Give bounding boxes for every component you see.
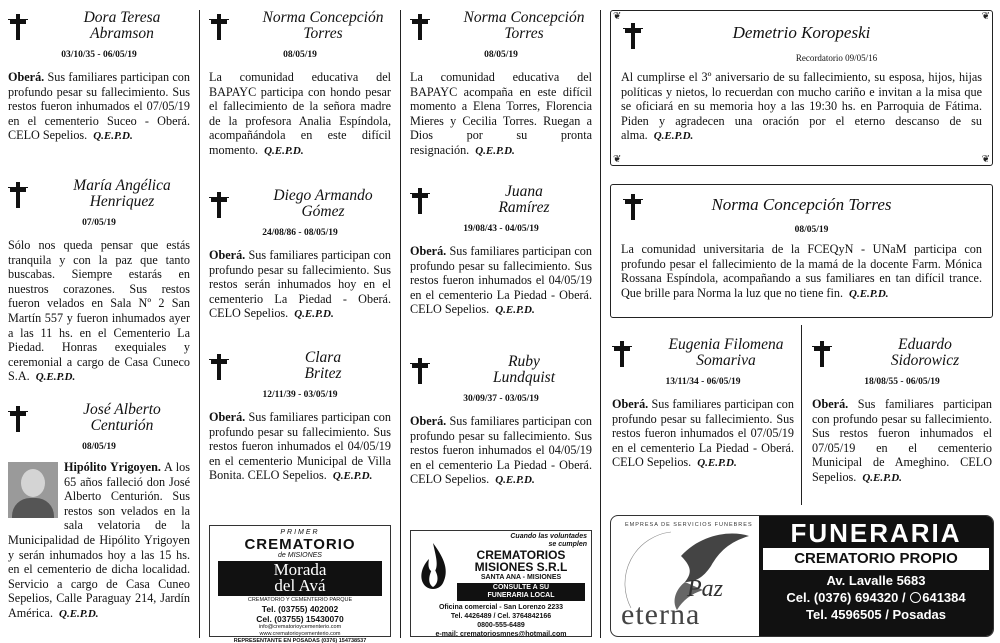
flame-logo-icon	[415, 541, 451, 593]
column-divider	[199, 10, 200, 638]
deceased-name: Norma Concepción Torres	[711, 195, 892, 214]
obituary-abramson	[8, 10, 190, 144]
obituary-sidorowicz	[812, 337, 992, 486]
ad-name-block: Morada del Avá	[218, 561, 382, 596]
column-divider	[400, 10, 401, 638]
cross-icon	[209, 14, 229, 40]
obituary-torres-bapayc	[209, 10, 391, 159]
notice-text: La comunidad universitaria de la FCEQyN - UNaM participa con profundo pesar el fallecimiento de la mamá de la docente Farm. Mónica Rossana Espíndola, acompañando a sus familiares en tan difícil trance. Que brille para Norma la luz que no tiene fin. Q.E.P.D.	[621, 242, 982, 300]
memorial-koropeski: ❦ ❦ ❦ ❦ Demetrio Koropeski Recordatorio 09/05/16 Al cumplirse el 3º aniversario de su fallecimiento, su esposa, hijos, hijas políticas y nietos, lo recuerdan con mucho cariño e invitan a la misa que se oficiará en su memoria hoy a las 19:30 hs. en Parroquia de Fátima. Piden y agradecen una oración por el eterno descanso de su alma. Q.E.P.D.	[610, 10, 993, 166]
cross-icon	[612, 341, 632, 367]
cross-icon	[410, 358, 430, 384]
notice-text: Oberá. Sus familiares participan con profundo pesar su fallecimiento. Sus restos fueron inhumados el 04/05/19 en el cementerio La Piedad - Oberá. CELO Sepelios. Q.E.P.D.	[410, 244, 592, 317]
ad-info-panel	[759, 516, 993, 636]
deceased-surname: Abramson	[90, 25, 154, 42]
notice-text: La comunidad educativa del BAPAYC acompaña en este difícil momento a Elena Torres, Florencia Mieres y Cecilia Torres. Ruegan a Dios por su pronta resignación. Q.E.P.D.	[410, 70, 592, 157]
ad-tagline: CREMATORIO Y CEMENTERIO PARQUE	[247, 597, 353, 603]
obituary-somariva	[612, 337, 794, 471]
cross-icon	[623, 194, 643, 220]
ad-phone: Tel. (03755) 402002	[261, 604, 339, 614]
ad-slogan-2: se cumplen	[548, 541, 587, 548]
cross-icon	[623, 23, 643, 49]
cross-icon	[410, 188, 430, 214]
deceased-name: Norma Concepción	[463, 9, 585, 26]
cross-icon	[209, 354, 229, 380]
deceased-name: Eduardo	[898, 336, 952, 353]
dates: 08/05/19	[484, 50, 518, 60]
deceased-name: Norma Concepción	[262, 9, 384, 26]
deceased-name: Eugenia Filomena	[668, 336, 784, 353]
ad-locations: SANTA ANA - MISIONES	[480, 574, 562, 581]
cross-icon	[8, 182, 28, 208]
cross-icon	[410, 14, 430, 40]
logo-word-1: Paz	[687, 576, 723, 602]
dates: 08/05/19	[283, 50, 317, 60]
deceased-surname: Britez	[304, 365, 342, 382]
obituary-gomez	[209, 188, 391, 322]
deceased-name: Juana	[505, 183, 543, 200]
logo-word-2: eterna	[621, 598, 701, 631]
deceased-surname: Torres	[504, 25, 544, 42]
ad-cell: Cel. (0376) 694320 / 641384	[786, 590, 966, 605]
ad-top: PRIMER	[280, 529, 320, 536]
dates: 08/05/19	[82, 442, 116, 452]
ad-funeraria-paz-eterna	[610, 515, 994, 637]
notice-text: Oberá. Sus familiares participan con profundo pesar su fallecimiento. Sus restos fueron inhumados el 07/05/19 en el cementerio Municipal de Ameghino. CELO Sepelios. Q.E.P.D.	[812, 397, 992, 484]
notice-text: Oberá. Sus familiares participan con profundo pesar su fallecimiento. Sus restos fueron inhumados el 07/05/19 en el cementerio La Piedad - Oberá. CELO Sepelios. Q.E.P.D.	[612, 397, 794, 470]
notice-text: Oberá. Sus familiares participan con profundo pesar su fallecimiento. Sus restos fueron inhumados el 04/05/19 en el cementerio La Piedad - Oberá. CELO Sepelios. Q.E.P.D.	[410, 414, 592, 487]
dates: 08/05/19	[794, 225, 829, 235]
ad-sub: de MISIONES	[278, 552, 322, 559]
ad-email: info@crematorioycementerio.com	[258, 624, 342, 630]
cross-icon	[812, 341, 832, 367]
ad-representative: REPRESENTANTE EN POSADAS (0376) 154738537	[233, 638, 367, 643]
deceased-surname: Sidorowicz	[890, 352, 960, 369]
deceased-name: María Angélica	[73, 177, 171, 194]
deceased-surname: Centurión	[90, 417, 154, 434]
dates: 07/05/19	[82, 218, 116, 228]
cross-icon	[8, 14, 28, 40]
ad-phone: Tel. 4596505 / Posadas	[806, 607, 946, 622]
dates: 03/10/35 - 06/05/19	[61, 50, 137, 60]
paz-eterna-logo	[611, 516, 757, 637]
ad-address: Av. Lavalle 5683	[826, 573, 926, 588]
dates: 12/11/39 - 03/05/19	[262, 390, 338, 400]
ad-email: e-mail: crematoriosmnes@hotmail.com	[435, 631, 567, 638]
ad-brand-2: MISIONES S.R.L	[474, 560, 568, 574]
ad-crematorios-misiones	[410, 530, 592, 637]
deceased-surname: Lundquist	[492, 369, 555, 386]
notice-text: La comunidad educativa del BAPAYC participa con hondo pesar el fallecimiento de la señora madre de la profesora Analia Espíndola, acompañándola en este difícil momento. Q.E.P.D.	[209, 70, 391, 157]
notice-text: Sólo nos queda pensar que estás tranquila y con la paz que tanto buscabas. Siempre estarás en nuestros corazones. Sus restos fueron velados en Sala Nº 2 San Martín 557 y fueron inhumados ayer a las 11 hs. en el Cementerio La Piedad. Honras exequiales y ceremonial a cargo de Casa Cuneco S.A. Q.E.P.D.	[8, 238, 190, 384]
notice-text: Hipólito Yrigoyen. A los 65 años falleció don José Alberto Centurión. Sus restos son velados en la sala velatoria de la Municipalidad de Hipólito Yrigoyen y serán inhumados hoy a las 15 hs. en el cementerio de dicha localidad. Servicio a cargo de Casa Cuneo Sepelios, Calle Paraguay 214, Jardín América. Q.E.P.D.	[8, 460, 190, 620]
obituary-centurion	[8, 402, 190, 622]
notice-text: Oberá. Sus familiares participan con profundo pesar su fallecimiento. Sus restos serán inhumados hoy en el cementerio La Piedad - Oberá. CELO Sepelios. Q.E.P.D.	[209, 248, 391, 321]
deceased-name: Diego Armando	[273, 187, 373, 204]
logo-arc-text: EMPRESA DE SERVICIOS FUNEBRES	[625, 522, 753, 528]
obituary-lundquist	[410, 354, 592, 488]
deceased-name: Demetrio Koropeski	[732, 23, 871, 42]
deceased-surname: Gómez	[301, 203, 345, 220]
deceased-surname: Somariva	[696, 352, 756, 369]
notice-text: Oberá. Sus familiares participan con profundo pesar su fallecimiento. Sus restos fueron inhumados el 04/05/19 en el cementerio Municipal de Villa Bonita. CELO Sepelios. Q.E.P.D.	[209, 410, 391, 483]
deceased-name: Clara	[304, 349, 342, 366]
obituary-torres-bapayc-2	[410, 10, 592, 159]
cross-icon	[209, 192, 229, 218]
deceased-surname: Ramírez	[498, 199, 550, 216]
ad-tollfree: 0800-555-6489	[477, 622, 525, 629]
ad-office: Oficina comercial - San Lorenzo 2233	[438, 604, 564, 611]
deceased-name: Dora Teresa	[83, 9, 161, 26]
column-divider	[600, 10, 601, 638]
whatsapp-icon	[910, 592, 921, 603]
cross-icon	[8, 406, 28, 432]
notice-torres-unam	[610, 184, 993, 318]
obituary-britez	[209, 350, 391, 484]
ad-slogan-1: Cuando las voluntades	[510, 533, 587, 540]
dates: 30/09/37 - 03/05/19	[463, 394, 539, 404]
notice-text: Al cumplirse el 3º aniversario de su fallecimiento, su esposa, hijos, hijas políticas y nietos, lo recuerdan con mucho cariño e invitan a la misa que se oficiará en su memoria hoy a las 19:30 hs. en Parroquia de Fátima. Piden y agradecen una oración por el eterno descanso de su alma. Q.E.P.D.	[621, 70, 982, 143]
deceased-name: José Alberto	[83, 401, 161, 418]
portrait-photo	[8, 462, 58, 518]
ad-title: FUNERARIA	[790, 518, 962, 548]
ad-brand-1: CREMATORIOS	[476, 548, 566, 562]
memorial-label: Recordatorio 09/05/16	[795, 53, 878, 63]
deceased-surname: Henriquez	[89, 193, 155, 210]
obituary-ramirez	[410, 184, 592, 318]
ad-web: www.crematorioycementerio.com	[259, 631, 341, 637]
dates: 19/08/43 - 04/05/19	[463, 224, 539, 234]
dates: 18/08/55 - 06/05/19	[864, 377, 940, 387]
ad-crematorio-morada-del-ava	[209, 525, 391, 643]
notice-text: Oberá. Sus familiares participan con profundo pesar su fallecimiento. Sus restos fueron inhumados el 07/05/19 en el cementerio Suceo - Oberá. CELO Sepelios. Q.E.P.D.	[8, 70, 190, 143]
ad-brand: CREMATORIO	[244, 536, 356, 553]
deceased-name: Ruby	[508, 353, 540, 370]
deceased-surname: Torres	[303, 25, 343, 42]
ad-subtitle: CREMATORIO PROPIO	[763, 548, 989, 570]
column-divider	[801, 325, 802, 505]
ad-phones: Tel. 4426489 / Cel. 3764842166	[450, 613, 552, 620]
obituary-henriquez	[8, 178, 190, 385]
ad-cta: CONSULTE A SU FUNERARIA LOCAL	[457, 583, 585, 601]
dates: 13/11/34 - 06/05/19	[665, 377, 741, 387]
dates: 24/08/86 - 08/05/19	[262, 228, 338, 238]
ad-cell: Cel. (03755) 15430070	[256, 614, 344, 624]
